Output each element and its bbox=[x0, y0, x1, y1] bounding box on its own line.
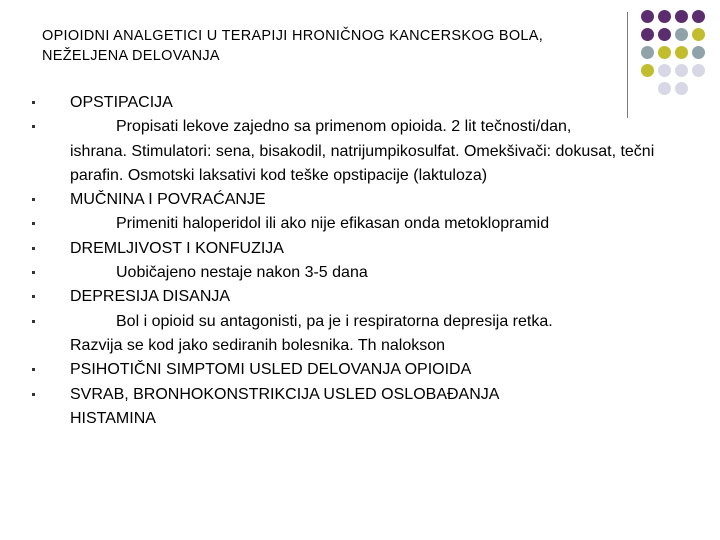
list-item-text: SVRAB, BRONHOKONSTRIKCIJA USLED OSLOBAĐANJA bbox=[70, 385, 500, 403]
list-item-text: OPSTIPACIJA bbox=[70, 94, 173, 111]
decorative-dot bbox=[675, 10, 688, 23]
list-item-text: MUČNINA I POVRAĆANJE bbox=[70, 191, 266, 209]
bullet-list bbox=[32, 91, 702, 431]
decorative-dot-grid bbox=[641, 10, 705, 95]
decorative-dot bbox=[641, 64, 654, 77]
list-item-continuation: Razvija se kod jako sediranih bolesnika. Th nalokson bbox=[70, 336, 446, 354]
list-item-heading bbox=[32, 91, 702, 115]
slide-title-line-2: NEŽELJENA DELOVANJA bbox=[42, 48, 220, 64]
list-item-text: PSIHOTIČNI SIMPTOMI USLED DELOVANJA OPIOIDA bbox=[70, 361, 472, 379]
list-item-heading bbox=[32, 285, 702, 309]
list-item-heading bbox=[32, 188, 702, 212]
list-item-continuation: HISTAMINA bbox=[70, 409, 156, 427]
list-item-detail bbox=[32, 310, 702, 359]
decorative-dot bbox=[692, 28, 705, 41]
list-item-text: Uobičajeno nestaje nakon 3-5 dana bbox=[116, 264, 368, 282]
list-item-heading bbox=[32, 358, 702, 382]
list-item-continuation: ishrana. Stimulatori: sena, bisakodil, natrijumpikosulfat. Omekšivači: dokusat, tečni parafin. Osmotski laksativi kod teške opstipacije (laktuloza) bbox=[70, 142, 655, 184]
decorative-dot bbox=[692, 64, 705, 77]
decorative-dot bbox=[658, 28, 671, 41]
slide-title-line-1: OPIOIDNI ANALGETICI U TERAPIJI HRONIČNOG KANCERSKOG BOLA, bbox=[42, 28, 544, 44]
list-item-text: Primeniti haloperidol ili ako nije efikasan onda metoklopramid bbox=[116, 215, 550, 233]
decorative-dot bbox=[658, 10, 671, 23]
decorative-dot bbox=[658, 46, 671, 59]
list-item-detail bbox=[32, 261, 702, 285]
list-item-heading bbox=[32, 383, 702, 432]
slide-title bbox=[42, 26, 632, 66]
decorative-dot bbox=[675, 28, 688, 41]
list-item-detail bbox=[32, 212, 702, 236]
decorative-dot bbox=[692, 10, 705, 23]
list-item-text: Bol i opioid su antagonisti, pa je i respiratorna depresija retka. bbox=[116, 312, 553, 330]
decorative-dot bbox=[641, 10, 654, 23]
decorative-dot bbox=[675, 46, 688, 59]
list-item-text: DEPRESIJA DISANJA bbox=[70, 288, 231, 306]
decorative-dot bbox=[658, 64, 671, 77]
decorative-dot bbox=[641, 28, 654, 41]
list-item-text: DREMLJIVOST I KONFUZIJA bbox=[70, 239, 284, 257]
decorative-dot bbox=[692, 46, 705, 59]
decorative-dot bbox=[675, 64, 688, 77]
list-item-text: Propisati lekove zajedno sa primenom opioida. 2 lit tečnosti/dan, bbox=[116, 118, 572, 136]
list-item-heading bbox=[32, 237, 702, 261]
list-item-detail bbox=[32, 115, 702, 188]
decorative-dot bbox=[641, 46, 654, 59]
